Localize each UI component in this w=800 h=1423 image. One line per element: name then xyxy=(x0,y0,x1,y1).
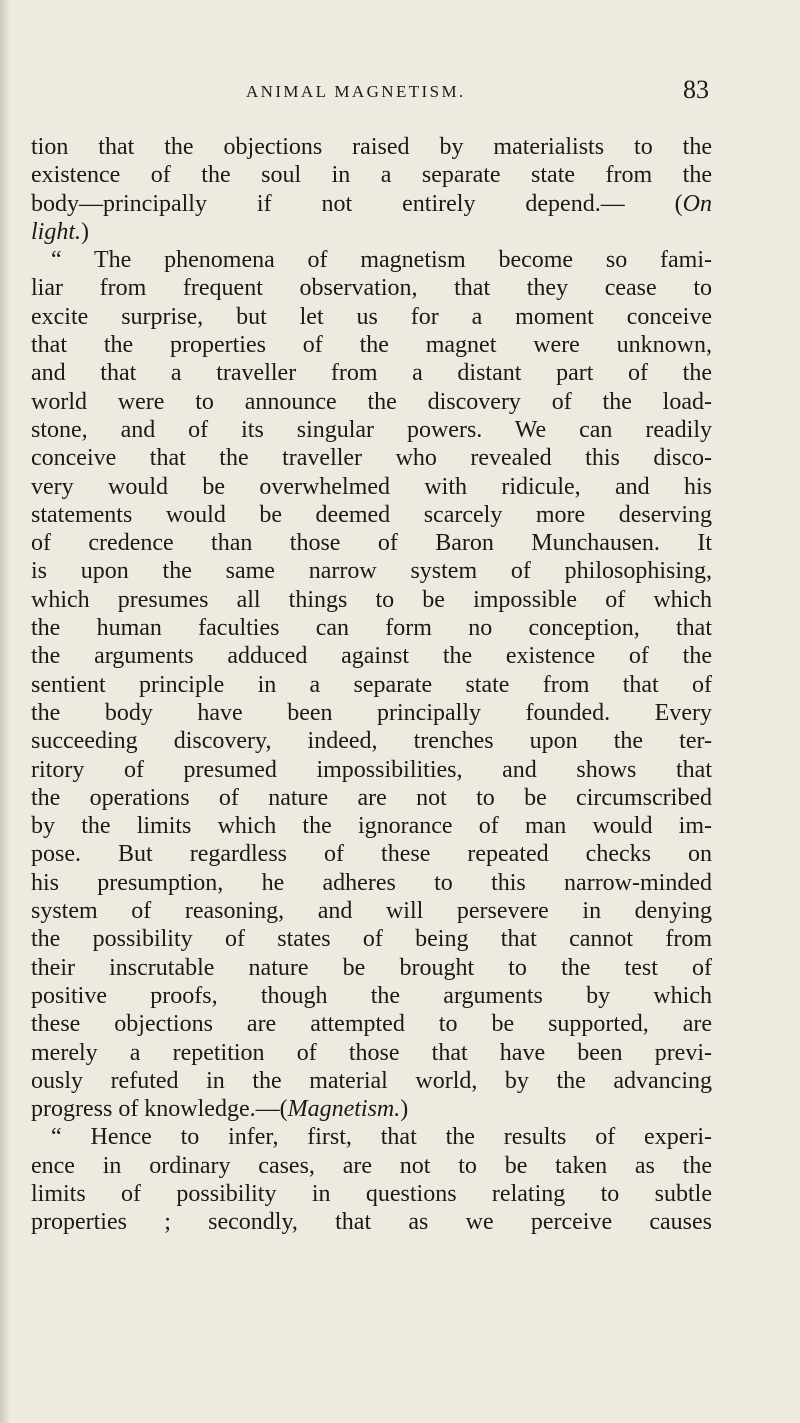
text-line: excite surprise, but let us for a moment conceive xyxy=(31,303,712,330)
text-line: liar from frequent observation, that they cease to xyxy=(31,275,712,302)
text-line: conceive that the traveller who revealed this disco- xyxy=(31,445,712,472)
text-line: is upon the same narrow system of philosophising, xyxy=(31,558,712,585)
text-line: “ Hence to infer, first, that the results of experi- xyxy=(51,1124,712,1151)
text-line: merely a repetition of those that have been previ- xyxy=(31,1039,712,1066)
text-line: light.) xyxy=(31,218,90,245)
text-line: of credence than those of Baron Munchausen. It xyxy=(31,530,712,557)
text-line: pose. But regardless of these repeated checks on xyxy=(31,841,712,868)
text-line: stone, and of its singular powers. We can readily xyxy=(31,416,712,443)
text-line: limits of possibility in questions relating to subtle xyxy=(31,1180,712,1207)
text-line: the arguments adduced against the existence of the xyxy=(31,643,712,670)
text-line: the possibility of states of being that cannot from xyxy=(31,926,712,953)
text-line: system of reasoning, and will persevere in denying xyxy=(31,898,712,925)
text-line: succeeding discovery, indeed, trenches upon the ter- xyxy=(31,728,712,755)
text-line: ritory of presumed impossibilities, and shows that xyxy=(31,756,712,783)
text-line: body—principally if not entirely depend.— (On xyxy=(31,190,712,217)
text-line: world were to announce the discovery of the load- xyxy=(31,388,712,415)
gutter-shadow xyxy=(0,0,10,1423)
running-title: ANIMAL MAGNETISM. xyxy=(246,82,466,101)
body-text xyxy=(31,133,712,1237)
text-line: that the properties of the magnet were unknown, xyxy=(31,332,712,359)
text-line: properties ; secondly, that as we perceive causes xyxy=(31,1209,712,1236)
text-line: his presumption, he adheres to this narrow-minded xyxy=(31,869,712,896)
text-line: the operations of nature are not to be circumscribed xyxy=(31,784,712,811)
text-line: which presumes all things to be impossible of which xyxy=(31,586,712,613)
text-line: these objections are attempted to be supported, are xyxy=(31,1011,712,1038)
text-line: the body have been principally founded. Every xyxy=(31,699,712,726)
text-line: by the limits which the ignorance of man would im- xyxy=(31,813,712,840)
text-line: “ The phenomena of magnetism become so fami- xyxy=(51,247,712,274)
text-line: existence of the soul in a separate state from the xyxy=(31,162,712,189)
page-number: 83 xyxy=(683,75,709,104)
text-line: very would be overwhelmed with ridicule, and his xyxy=(31,473,712,500)
text-line: ously refuted in the material world, by the advancing xyxy=(31,1067,712,1094)
text-line: progress of knowledge.—(Magnetism.) xyxy=(31,1096,409,1123)
text-line: ence in ordinary cases, are not to be taken as the xyxy=(31,1152,712,1179)
text-line: and that a traveller from a distant part of the xyxy=(31,360,712,387)
text-line: positive proofs, though the arguments by which xyxy=(31,982,712,1009)
running-head xyxy=(0,66,800,106)
text-line: tion that the objections raised by materialists to the xyxy=(31,134,712,160)
text-line: their inscrutable nature be brought to the test of xyxy=(31,954,712,981)
text-line: the human faculties can form no conception, that xyxy=(31,615,712,642)
text-line: statements would be deemed scarcely more deserving xyxy=(31,501,712,528)
text-line: sentient principle in a separate state from that of xyxy=(31,671,712,698)
